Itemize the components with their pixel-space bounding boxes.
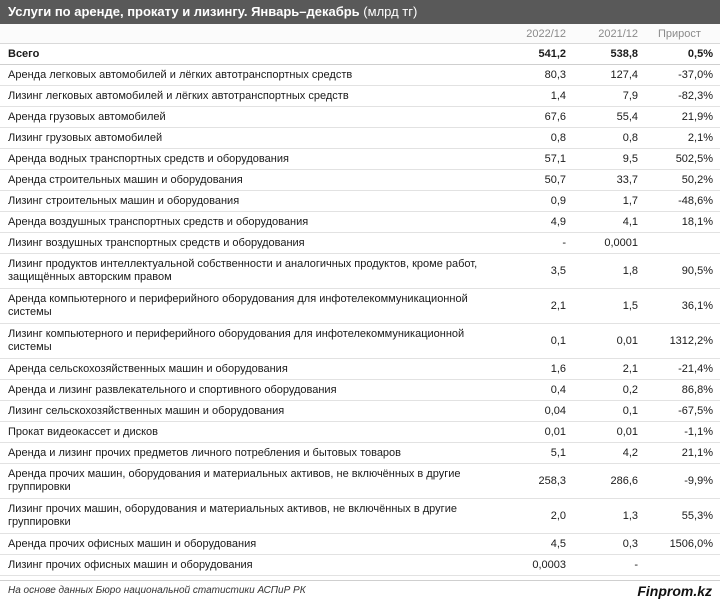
value-2022: 50,7 (492, 170, 572, 191)
table-row (0, 499, 720, 534)
row-label: Лизинг строительных машин и оборудования (0, 191, 492, 212)
row-label: Аренда прочих офисных машин и оборудования (0, 534, 492, 555)
row-label: Лизинг воздушных транспортных средств и оборудования (0, 233, 492, 254)
value-growth: 1312,2% (644, 324, 720, 359)
column-header-2021: 2021/12 (572, 24, 644, 44)
value-2022: 4,9 (492, 212, 572, 233)
value-growth: 90,5% (644, 254, 720, 289)
footer (0, 580, 720, 601)
row-label: Лизинг продуктов интеллектуальной собственности и аналогичных продуктов, кроме работ, защищённых авторским правом (0, 254, 492, 289)
table-row (0, 170, 720, 191)
table-row (0, 65, 720, 86)
row-label: Лизинг сельскохозяйственных машин и оборудования (0, 401, 492, 422)
table-row (0, 359, 720, 380)
row-label: Аренда прочих машин, оборудования и материальных активов, не включённых в другие группировки (0, 464, 492, 499)
value-growth: -21,4% (644, 359, 720, 380)
value-2022: 258,3 (492, 464, 572, 499)
value-2022: 2,1 (492, 289, 572, 324)
row-label: Лизинг легковых автомобилей и лёгких автотранспортных средств (0, 86, 492, 107)
column-header-2022: 2022/12 (492, 24, 572, 44)
value-2022: 0,04 (492, 401, 572, 422)
table-row (0, 401, 720, 422)
value-2021: 2,1 (572, 359, 644, 380)
value-growth: 55,3% (644, 499, 720, 534)
value-2021: 4,2 (572, 443, 644, 464)
table-row (0, 324, 720, 359)
table-row (0, 380, 720, 401)
page-title: Услуги по аренде, прокату и лизингу. Январь–декабрь (8, 4, 360, 19)
value-2021: 538,8 (572, 44, 644, 65)
row-label: Лизинг прочих офисных машин и оборудования (0, 555, 492, 576)
value-growth: 21,9% (644, 107, 720, 128)
value-2022: 541,2 (492, 44, 572, 65)
value-growth: 86,8% (644, 380, 720, 401)
column-header-growth: Прирост (644, 24, 720, 44)
value-2022: 0,1 (492, 324, 572, 359)
value-2022: 0,8 (492, 128, 572, 149)
row-label: Аренда и лизинг прочих предметов личного потребления и бытовых товаров (0, 443, 492, 464)
value-growth: 18,1% (644, 212, 720, 233)
value-2022: 0,0003 (492, 555, 572, 576)
row-label: Аренда грузовых автомобилей (0, 107, 492, 128)
table-row (0, 233, 720, 254)
value-growth: 0,5% (644, 44, 720, 65)
value-2022: 0,9 (492, 191, 572, 212)
value-growth: 502,5% (644, 149, 720, 170)
value-2022: - (492, 233, 572, 254)
row-label: Аренда компьютерного и периферийного оборудования для инфотелекоммуникационной системы (0, 289, 492, 324)
value-2022: 2,0 (492, 499, 572, 534)
value-growth: 50,2% (644, 170, 720, 191)
value-2021: 0,1 (572, 401, 644, 422)
value-2021: 9,5 (572, 149, 644, 170)
row-label: Аренда и лизинг развлекательного и спортивного оборудования (0, 380, 492, 401)
value-2021: 7,9 (572, 86, 644, 107)
value-2021: 0,8 (572, 128, 644, 149)
value-growth: 1506,0% (644, 534, 720, 555)
value-2022: 80,3 (492, 65, 572, 86)
value-2021: - (572, 555, 644, 576)
data-table (0, 24, 720, 576)
value-growth: -67,5% (644, 401, 720, 422)
value-growth: -1,1% (644, 422, 720, 443)
value-2022: 3,5 (492, 254, 572, 289)
column-header-name (0, 24, 492, 44)
table-row (0, 191, 720, 212)
value-growth (644, 233, 720, 254)
value-2021: 0,3 (572, 534, 644, 555)
row-label: Аренда легковых автомобилей и лёгких автотранспортных средств (0, 65, 492, 86)
value-growth: 2,1% (644, 128, 720, 149)
value-2021: 0,01 (572, 422, 644, 443)
value-2022: 1,6 (492, 359, 572, 380)
source-note: На основе данных Бюро национальной статистики АСПиР РК (8, 585, 306, 596)
value-2021: 55,4 (572, 107, 644, 128)
value-growth: 36,1% (644, 289, 720, 324)
value-2021: 1,7 (572, 191, 644, 212)
table-row (0, 422, 720, 443)
table-row (0, 443, 720, 464)
value-2021: 127,4 (572, 65, 644, 86)
table-row (0, 86, 720, 107)
value-2021: 1,5 (572, 289, 644, 324)
table-row (0, 254, 720, 289)
value-growth: -82,3% (644, 86, 720, 107)
row-label: Аренда водных транспортных средств и оборудования (0, 149, 492, 170)
row-label: Аренда сельскохозяйственных машин и оборудования (0, 359, 492, 380)
row-label: Лизинг компьютерного и периферийного оборудования для инфотелекоммуникационной системы (0, 324, 492, 359)
table-row (0, 128, 720, 149)
table-row (0, 555, 720, 576)
value-2021: 33,7 (572, 170, 644, 191)
value-2022: 57,1 (492, 149, 572, 170)
value-2022: 67,6 (492, 107, 572, 128)
row-label: Аренда воздушных транспортных средств и оборудования (0, 212, 492, 233)
brand-logo: Finprom.kz (637, 583, 712, 599)
value-growth: 21,1% (644, 443, 720, 464)
value-2021: 4,1 (572, 212, 644, 233)
value-growth: -9,9% (644, 464, 720, 499)
value-growth: -37,0% (644, 65, 720, 86)
value-growth: -48,6% (644, 191, 720, 212)
value-2021: 1,3 (572, 499, 644, 534)
value-growth (644, 555, 720, 576)
row-label: Лизинг грузовых автомобилей (0, 128, 492, 149)
table-row (0, 534, 720, 555)
value-2022: 4,5 (492, 534, 572, 555)
row-label: Всего (0, 44, 492, 65)
value-2021: 1,8 (572, 254, 644, 289)
table-row (0, 107, 720, 128)
table-row-total (0, 44, 720, 65)
table-row (0, 149, 720, 170)
value-2022: 1,4 (492, 86, 572, 107)
row-label: Прокат видеокассет и дисков (0, 422, 492, 443)
value-2021: 0,0001 (572, 233, 644, 254)
row-label: Аренда строительных машин и оборудования (0, 170, 492, 191)
table-row (0, 212, 720, 233)
title-bar (0, 0, 720, 24)
table-header-row (0, 24, 720, 44)
value-2021: 0,2 (572, 380, 644, 401)
table-row (0, 464, 720, 499)
title-unit: (млрд тг) (359, 4, 418, 19)
table-row (0, 289, 720, 324)
value-2021: 0,01 (572, 324, 644, 359)
value-2022: 0,4 (492, 380, 572, 401)
value-2022: 0,01 (492, 422, 572, 443)
value-2022: 5,1 (492, 443, 572, 464)
row-label: Лизинг прочих машин, оборудования и материальных активов, не включённых в другие группировки (0, 499, 492, 534)
value-2021: 286,6 (572, 464, 644, 499)
